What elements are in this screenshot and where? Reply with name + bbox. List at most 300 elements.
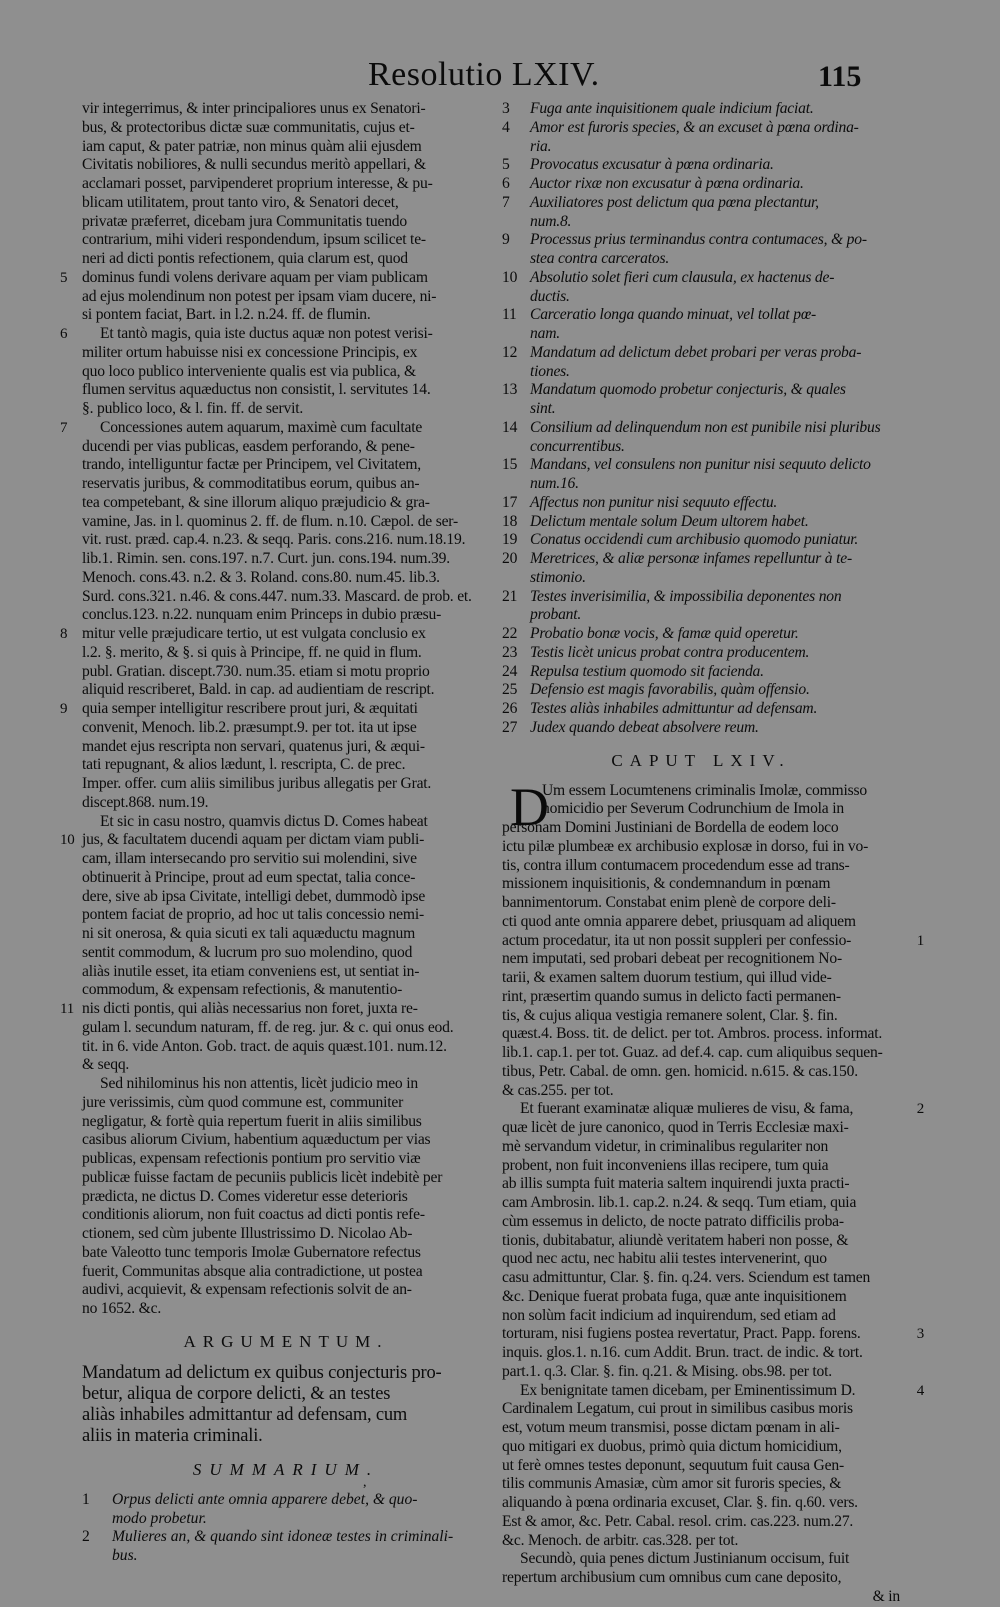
text-line-text: Cardinalem Legatum, cui prout in similibus casibus moris [502, 1400, 853, 1418]
text-line-text: neri ad dicti pontis refectionem, quia clarum est, quod [82, 250, 408, 267]
summarium-item [502, 400, 900, 419]
text-line [82, 213, 490, 232]
text-line [82, 906, 490, 925]
summarium-text: Delictum mentale solum Deum ultorem habet. [530, 512, 809, 530]
summarium-number: 18 [502, 512, 518, 530]
text-line-text: fuerit, Communitas absque alia contradictione, ut postea [82, 1262, 423, 1280]
text-line [502, 1063, 900, 1082]
text-line [82, 681, 490, 700]
text-line-text: casibus aliorum Civium, habentium aquæductum per vias [82, 1131, 431, 1149]
text-line-text: publ. Gratian. discept.730. num.35. etiam si motu proprio [82, 662, 430, 680]
text-line [502, 1288, 900, 1307]
text-line-text: tilis communis Amasiæ, cùm amor sit furoris species, & [502, 1475, 842, 1493]
summarium-text: Judex quando debeat absolvere reum. [530, 718, 759, 736]
text-line-text: bannimentorum. Constabat enim plenè de corpore deli- [502, 894, 836, 911]
right-column [502, 100, 924, 1607]
text-line [82, 606, 490, 625]
text-line-text: nis dicti pontis, qui aliàs necessarius non foret, juxta re- [82, 1000, 418, 1017]
margin-number: 2 [916, 1101, 924, 1118]
text-line-text: dere, sive ab ipsa Civitate, intelligi debet, dummodò ipse [82, 887, 426, 905]
text-line-text: Imper. offer. cum aliis similibus juribus allegatis per Grat. [82, 775, 432, 792]
text-line-text: cti quod ante omnia apparere debet, priusquam ad aliquem [502, 912, 856, 930]
text-line-text: Et fuerant examinatæ aliquæ mulieres de visu, & fama, [520, 1100, 854, 1118]
summarium-item [502, 438, 900, 457]
text-line [502, 1082, 900, 1101]
margin-number: 10 [60, 832, 75, 849]
text-line [502, 1194, 900, 1213]
summarium-text: Conatus occidendi cum archibusio quomodo puniatur. [530, 531, 859, 549]
text-line-text: Surd. cons.321. n.46. & cons.447. num.33. Mascard. de prob. et. [82, 587, 472, 605]
text-line-text: torturam, nisi fugiens postea revertatur, Pract. Papp. forens. [502, 1325, 861, 1343]
text-line [502, 800, 900, 819]
text-line [502, 1494, 900, 1513]
text-line-text: ad ejus molendinum non potest per ipsam viam ducere, ni- [82, 287, 437, 305]
margin-number: 6 [60, 326, 68, 342]
text-line-text: probent, non fuit inconveniens illas recipere, tum quia [502, 1156, 829, 1174]
text-line-text: publicas, expensam refectionis pontium pro servitio viæ [82, 1150, 421, 1167]
text-line-text: actum procedatur, ita ut non possit suppleri per confessio- [502, 931, 852, 949]
summarium-item [502, 719, 900, 738]
summarium-heading: SUMMARIUM. [192, 1459, 380, 1479]
summarium-item [502, 288, 900, 307]
text-line-text: acclamari posset, parvipenderet proprium interesse, & pu- [82, 175, 433, 192]
text-line [502, 1419, 900, 1438]
summarium-item [502, 325, 900, 344]
text-line [82, 1244, 490, 1263]
text-line [502, 1325, 924, 1344]
text-line [82, 250, 490, 269]
summarium-item [82, 1491, 490, 1529]
text-line [502, 1175, 900, 1194]
text-line-text: si pontem faciat, Bart. in l.2. n.24. ff. de flumin. [82, 306, 371, 324]
text-line [60, 700, 490, 719]
summarium-text: Consilium ad delinquendum non est punibile nisi pluribus [530, 418, 881, 436]
text-line [82, 1019, 490, 1038]
summarium-text: ductis. [530, 287, 570, 305]
text-line [502, 857, 900, 876]
text-line-text: Secundò, quia penes dictum Justinianum occisum, fuit [520, 1550, 850, 1568]
text-line [82, 1094, 490, 1113]
summarium-text: stimonio. [530, 568, 586, 586]
text-line [502, 1250, 900, 1269]
text-line-text: quo mitigari ex duobus, primò quia dictum homicidium, [502, 1437, 842, 1455]
text-line-text: prædicta, ne dictus D. Comes videretur esse deterioris [82, 1187, 408, 1205]
summarium-text: Repulsa testium quomodo sit facienda. [530, 662, 764, 680]
summarium-item [502, 306, 900, 325]
text-line [502, 875, 900, 894]
text-line-text: gulam l. secundum naturam, ff. de reg. jur. & c. qui onus eod. [82, 1018, 454, 1036]
text-line-text: tis, & cujus aliqua vestigia remanere solent, Clar. §. fin. [502, 1006, 838, 1024]
text-line [502, 1119, 900, 1138]
text-line [82, 794, 490, 813]
text-line-text: pontem faciat de proprio, ad hoc ut talis concessio nemi- [82, 906, 424, 924]
text-line [502, 1232, 900, 1251]
text-line [502, 782, 900, 801]
text-line-text: tibus, Petr. Cabal. de omn. gen. homicid. n.615. & cas.150. [502, 1062, 858, 1080]
text-line [502, 1532, 900, 1551]
text-line [82, 475, 490, 494]
drop-cap: D [510, 776, 549, 837]
text-line-text: ab illis sumpta fuit materia saltem inquirendi juxta practi- [502, 1175, 850, 1193]
text-line [82, 569, 490, 588]
text-line [82, 775, 490, 794]
text-line [82, 738, 490, 757]
left-body-text [60, 100, 490, 1319]
text-line-text: cam, illam intersecando pro servitio sui molendini, sive [82, 850, 417, 867]
text-line [82, 1188, 490, 1207]
text-line-text: part.1. q.3. Clar. §. fin. q.21. & Mising. obs.98. per tot. [502, 1362, 832, 1380]
summarium-item [82, 1528, 490, 1566]
text-line [502, 1381, 924, 1401]
summarium-item [502, 531, 900, 550]
left-column [60, 100, 490, 1566]
summarium-item [502, 588, 900, 607]
argumentum-line: Mandatum ad delictum ex quibus conjecturis pro- [82, 1362, 442, 1383]
text-line [82, 1281, 490, 1300]
text-line-text: convenit, Menoch. lib.2. præsumpt.9. per tot. ita ut ipse [82, 718, 417, 736]
text-line-text: privatæ præferret, dicebam jura Communitatis tuendo [82, 212, 407, 230]
summarium-text: probant. [530, 606, 582, 624]
summarium-text: Processus prius terminandus contra contumaces, & po- [530, 231, 867, 249]
text-line-text: conclus.123. n.22. nunquam enim Princeps in dubio præsu- [82, 606, 442, 624]
text-line [82, 588, 490, 607]
text-line-text: tis, contra illum contumacem procedendum esse ad trans- [502, 856, 850, 874]
summarium-text: Meretrices, & aliæ personæ infames repelluntur à te- [530, 550, 852, 567]
summarium-text: ria. [530, 137, 552, 155]
text-line [82, 344, 490, 363]
text-line [502, 988, 900, 1007]
summarium-number: 2 [82, 1528, 90, 1546]
argumentum-line: aliàs inhabiles admittantur ad defensam, cum [82, 1404, 408, 1425]
text-line [82, 1300, 490, 1319]
summarium-text: Amor est furoris species, & an excuset à pœna ordina- [530, 118, 859, 136]
summarium-number: 10 [502, 268, 518, 286]
text-line-text: & cas.255. per tot. [502, 1081, 614, 1099]
text-line-text: mitur velle præjudicare tertio, ut est vulgata conclusio ex [82, 625, 426, 642]
argumentum-line: aliis in materia criminali. [82, 1425, 263, 1446]
summarium-text: Testes aliàs inhabiles admittuntur ad defensam. [530, 700, 818, 717]
text-line [82, 869, 490, 888]
text-line-text: trando, intelliguntur factæ per Principem, vel Civitatem, [82, 456, 421, 474]
text-line-text: vamine, Jas. in l. quominus 2. ff. de flum. n.10. Cæpol. de ser- [82, 512, 458, 530]
text-line-text: bate Valeotto tunc temporis Imolæ Gubernatore refectus [82, 1243, 421, 1261]
summarium-text: Absolutio solet fieri cum clausula, ex hactenus de- [530, 268, 835, 286]
text-line [82, 400, 490, 419]
text-line [502, 1269, 900, 1288]
text-line-text: ducendi per vias publicas, easdem perforando, & pene- [82, 437, 415, 455]
summarium-number: 4 [502, 118, 510, 136]
text-line [82, 100, 490, 119]
summarium-item [502, 381, 900, 400]
text-line-text: sentit commodum, & lucrum pro suo molendino, quod [82, 943, 413, 961]
text-line [82, 381, 490, 400]
text-line-text: bus, & protectoribus dictæ suæ communitatis, cujus et- [82, 118, 415, 136]
summarium-text: Mulieres an, & quando sint idoneæ testes in criminali- [112, 1528, 454, 1546]
text-line-text: l.2. §. merito, & §. si quis à Principe, ff. ne quid in flum. [82, 643, 422, 661]
summarium-text: Testis licèt unicus probat contra producentem. [530, 643, 810, 661]
text-line-text: aliàs inutile esset, ita etiam conveniens est, ut sentiat in- [82, 962, 420, 980]
summarium-item [502, 100, 900, 119]
text-line-text: ictu pilæ plumbeæ ex archibusio explosæ in dorso, fui in vo- [502, 837, 869, 855]
summarium-text: stea contra carceratos. [530, 250, 670, 267]
text-line [502, 1344, 900, 1363]
text-line [502, 1044, 900, 1063]
text-line [82, 306, 490, 325]
catchword: & in [872, 1587, 900, 1605]
text-line [502, 1475, 900, 1494]
text-line-text: casu admittuntur, Clar. §. fin. q.24. vers. Sciendum est tamen [502, 1269, 871, 1286]
text-line [502, 1513, 900, 1532]
text-line-text: reservatis juribus, & commoditatibus eorum, quibus an- [82, 475, 420, 492]
text-line-text: ni sit onerosa, & quia sicuti ex tali aquæductu magnum [82, 925, 416, 942]
text-line [502, 931, 924, 951]
summarium-text: Defensio est magis favorabilis, quàm offensio. [530, 681, 810, 699]
text-line-text: obtinuerit à Principe, prout ad eum spectat, talia conce- [82, 868, 416, 886]
summarium-text: Carceratio longa quando minuat, vel tollat pœ- [530, 306, 817, 324]
summarium-item [502, 344, 900, 363]
text-line [82, 1075, 490, 1094]
summarium-item [502, 419, 900, 438]
text-line [82, 438, 490, 457]
text-line [502, 1157, 900, 1176]
argumentum-heading: ARGUMENTUM. [183, 1331, 389, 1351]
text-line-text: Menoch. cons.43. n.2. & 3. Roland. cons.80. num.45. lib.3. [82, 568, 440, 586]
text-line-text: tea competebant, & sine illorum aliquo præjudicio & gra- [82, 493, 430, 511]
text-line [82, 1150, 490, 1169]
text-line-text: blicam utilitatem, prout tanto viro, & Senatori decet, [82, 193, 399, 211]
text-line-text: tionis, dubitabatur, aliundè veritatem haberi non posse, & [502, 1231, 849, 1249]
argumentum-line: betur, aliqua de corpore delicti, & an testes [82, 1383, 391, 1404]
caput-heading: CAPUT LXIV. [611, 750, 791, 770]
text-line-text: mandet ejus rescripta non servari, quatenus juri, & æqui- [82, 737, 425, 755]
text-line-text: jure verissimis, cùm quod commune est, communiter [82, 1093, 404, 1111]
text-line-text: lib.1. Rimin. sen. cons.197. n.7. Curt. jun. cons.194. num.39. [82, 550, 450, 567]
text-line [82, 119, 490, 138]
summarium-text: Orpus delicti ante omnia apparere debet, & quo- [112, 1490, 418, 1508]
text-line [502, 1025, 900, 1044]
summarium-item [502, 663, 900, 682]
text-line [82, 925, 490, 944]
text-line [82, 494, 490, 513]
summarium-number: 24 [502, 662, 518, 680]
footer-mark: , [363, 1475, 367, 1490]
summarium-item [502, 456, 900, 475]
text-line-text: audivi, acquievit, & expensam refectionis solvit de an- [82, 1281, 412, 1299]
text-line [502, 819, 900, 838]
text-line [82, 1206, 490, 1225]
summarium-list [82, 1491, 490, 1566]
summarium-item [502, 644, 900, 663]
text-line-text: missionem inquisitionis, & condemnandum in pœnam [502, 875, 831, 893]
text-line-text: dominus fundi volens derivare aquam per viam publicam [82, 268, 428, 286]
text-line-text: commodum, & expensam refectionis, & manutentio- [82, 981, 403, 999]
margin-number: 4 [916, 1382, 924, 1399]
text-line-text: aliquid rescriberet, Bald. in cap. ad audientiam de rescript. [82, 681, 435, 699]
text-line-text: vit. rust. præd. cap.4. n.23. & seqq. Paris. cons.216. num.18.19. [82, 531, 466, 549]
text-line [82, 981, 490, 1000]
text-line [82, 1038, 490, 1057]
text-line-text: inquis. glos.1. n.16. cum Addit. Brun. tract. de indic. & tort. [502, 1344, 863, 1361]
text-line-text: homicidio per Severum Codrunchium de Imola in [542, 800, 844, 818]
text-line-text: vir integerrimus, & inter principaliores unus ex Senatori- [82, 100, 426, 117]
summarium-item [502, 625, 900, 644]
text-line-text: cam Ambrosin. lib.1. cap.2. n.24. & seqq. Tum etiam, quia [502, 1194, 857, 1211]
text-line [82, 175, 490, 194]
text-line-text: repertum archibusium cum omnibus cum cane deposito, [502, 1569, 842, 1586]
text-line-text: publicæ fuisse factam de pecuniis publicis licèt indebitè per [82, 1168, 443, 1186]
summarium-text: concurrentibus. [530, 437, 625, 455]
summarium-item [502, 231, 900, 250]
text-line-text: non solùm facit indicium ad inquirendum, sed etiam ad [502, 1306, 836, 1324]
text-line-text: Ex benignitate tamen dicebam, per Eminentissimum D. [520, 1381, 856, 1399]
text-line-text: quæ licèt de jure canonico, quod in Terris Ecclesiæ maxi- [502, 1119, 849, 1136]
summarium-number: 9 [502, 231, 510, 249]
page-number: 115 [818, 60, 862, 93]
summarium-text: sint. [530, 400, 556, 417]
text-line-text: contrarium, mihi videri respondendum, ipsum scilicet te- [82, 231, 426, 249]
text-line [82, 1056, 490, 1075]
text-line-text: mè servandum videtur, in criminalibus regulariter non [502, 1137, 829, 1155]
text-line [502, 950, 900, 969]
text-line [502, 894, 900, 913]
summarium-item [502, 363, 900, 382]
text-line-text: personam Domini Justiniani de Bordella de eodem loco [502, 819, 839, 836]
summarium-item [502, 194, 900, 213]
summarium-number: 27 [502, 718, 518, 736]
margin-number: 3 [916, 1326, 924, 1343]
summarium-item [502, 269, 900, 288]
text-line [82, 944, 490, 963]
summarium-text-cont: modo probetur. [112, 1509, 207, 1527]
summarium-item [502, 213, 900, 232]
text-line-text: jus, & facultatem ducendi aquam per dictam viam publi- [82, 831, 425, 849]
summarium-item [502, 606, 900, 625]
text-line [82, 719, 490, 738]
summarium-number: 7 [502, 193, 510, 211]
text-line-text: flumen servitus aquæductus non consistit, l. servitutes 14. [82, 381, 431, 399]
summarium-number: 6 [502, 175, 510, 192]
summarium-number: 21 [502, 587, 518, 605]
text-line [502, 1100, 924, 1119]
text-line [82, 550, 490, 569]
text-line-text: militer ortum habuisse nisi ex concessione Principis, ex [82, 343, 418, 361]
summarium-number: 26 [502, 700, 518, 717]
text-line [82, 1113, 490, 1132]
text-line-text: quæst.4. Boss. tit. de delict. per tot. Ambros. process. informat. [502, 1025, 883, 1043]
summarium-item [502, 175, 900, 194]
summarium-number: 22 [502, 625, 518, 642]
text-line [60, 625, 490, 644]
text-line-text: &c. Denique fuerat probata fuga, quæ ante inquisitionem [502, 1287, 847, 1305]
text-line-text: Um essem Locumtenens criminalis Imolæ, commisso [542, 781, 867, 799]
text-line-text: Concessiones autem aquarum, maximè cum facultate [100, 418, 423, 436]
summarium-item [502, 681, 900, 700]
text-line [60, 831, 490, 850]
text-line-text: est, votum meum transmisi, posse dictam pœnam in ali- [502, 1419, 840, 1436]
text-line-text: nem imputati, sed probari debeat per recognitionem No- [502, 950, 842, 968]
text-line [82, 663, 490, 682]
summarium-text: Testes inverisimilia, & impossibilia deponentes non [530, 587, 842, 605]
summarium-item [502, 156, 900, 175]
summarium-item [502, 138, 900, 157]
text-line-text: Et tantò magis, quia iste ductus aquæ non potest verisi- [100, 325, 433, 342]
text-line [502, 1457, 900, 1476]
summarium-number: 5 [502, 156, 510, 174]
text-line [82, 513, 490, 532]
summarium-text: Auctor rixæ non excusatur à pœna ordinaria. [530, 175, 804, 192]
summarium-number: 17 [502, 493, 518, 511]
text-line [502, 1363, 900, 1382]
text-line-text: quod nec actu, nec habitu alii testes intervenerint, quo [502, 1250, 827, 1268]
summarium-text: Provocatus excusatur à pœna ordinaria. [530, 156, 774, 174]
summarium-number: 12 [502, 343, 518, 361]
text-line-text: & seqq. [82, 1056, 130, 1074]
text-line [82, 531, 490, 550]
summarium-item [502, 700, 900, 719]
text-line [82, 1169, 490, 1188]
text-line [502, 1307, 900, 1326]
text-line [502, 1569, 900, 1588]
margin-number: 5 [60, 269, 68, 286]
text-line [502, 1213, 900, 1232]
summarium-number: 15 [502, 456, 518, 474]
text-line [82, 850, 490, 869]
summarium-text: Affectus non punitur nisi sequuto effectu. [530, 493, 778, 511]
text-line [82, 813, 490, 832]
text-line [82, 1225, 490, 1244]
text-line-text: ut ferè omnes testes deponunt, sequutum fuit causa Gen- [502, 1456, 844, 1474]
summarium-text: num.16. [530, 475, 579, 492]
summarium-item [502, 494, 900, 513]
argumentum-text [82, 1363, 490, 1447]
summarium-item [502, 569, 900, 588]
margin-number: 7 [60, 419, 68, 436]
text-line-text: cùm essemus in delicto, de nocte patrato difficilis proba- [502, 1212, 844, 1230]
text-line-text: aliquando à pœna ordinaria excuset, Clar. §. fin. q.60. vers. [502, 1494, 858, 1511]
margin-number: 9 [60, 701, 68, 717]
summarium-number: 19 [502, 531, 518, 549]
text-line [82, 231, 490, 250]
text-line [82, 1131, 490, 1150]
text-line-text: quo loco publico interveniente qualis est via publica, & [82, 362, 416, 380]
text-line [82, 194, 490, 213]
text-line [82, 156, 490, 175]
text-line-text: no 1652. &c. [82, 1300, 162, 1317]
summarium-list-continued [502, 100, 900, 738]
text-line [82, 888, 490, 907]
text-line [82, 644, 490, 663]
text-line-text: &c. Menoch. de arbitr. cas.328. per tot. [502, 1531, 739, 1549]
text-line-text: discept.868. num.19. [82, 793, 209, 811]
margin-number: 1 [916, 932, 924, 949]
text-line-text: ctionem, sed cùm jubente Illustrissimo D. Nicolao Ab- [82, 1225, 413, 1242]
text-line-text: iam caput, & pater patriæ, non minus quàm alii ejusdem [82, 137, 422, 155]
margin-number: 8 [60, 626, 68, 642]
text-line-text: Est & amor, &c. Petr. Cabal. resol. crim. cas.223. num.27. [502, 1512, 854, 1530]
summarium-text: nam. [530, 325, 560, 342]
summarium-text: Mandatum ad delictum debet probari per veras proba- [530, 343, 862, 361]
text-line [60, 1000, 490, 1019]
text-line-text: tit. in 6. vide Anton. Gob. tract. de aquis quæst.101. num.12. [82, 1037, 447, 1055]
summarium-item [502, 119, 900, 138]
summarium-number: 14 [502, 418, 518, 436]
text-line-text: negligatur, & fortè quia repertum fuerit in aliis similibus [82, 1112, 422, 1130]
text-line [502, 838, 900, 857]
margin-number: 11 [60, 1001, 75, 1017]
text-line [82, 363, 490, 382]
summarium-number: 25 [502, 681, 518, 699]
text-line [82, 963, 490, 982]
